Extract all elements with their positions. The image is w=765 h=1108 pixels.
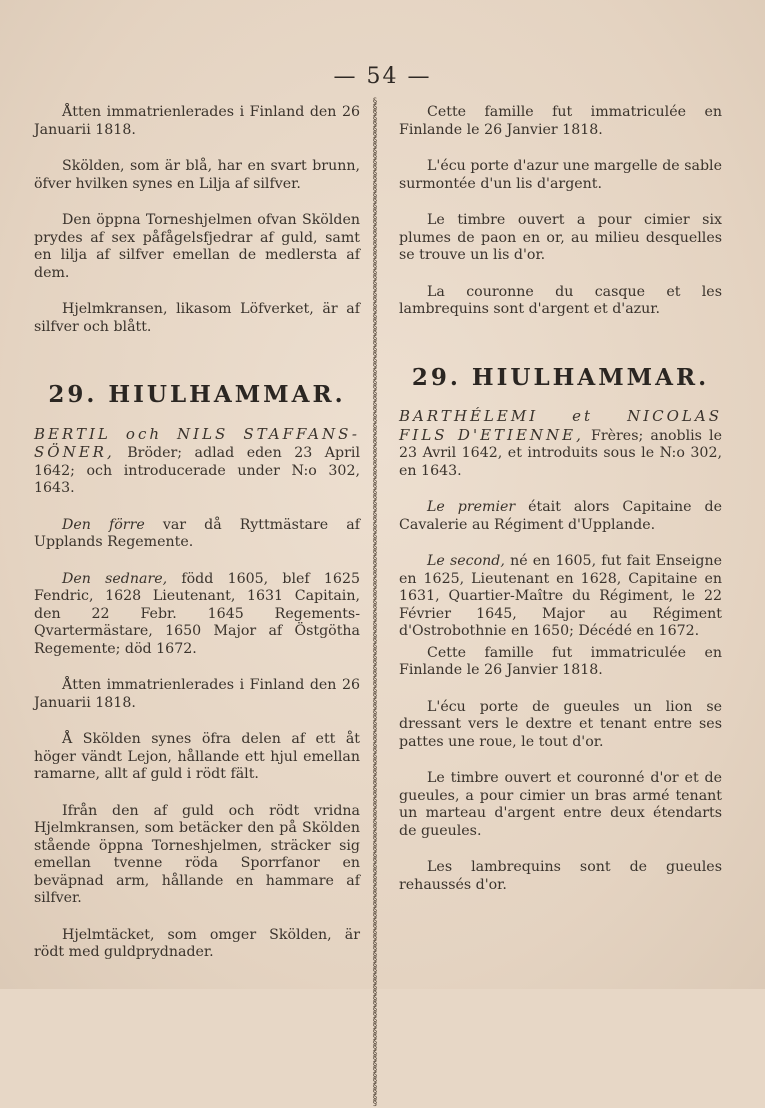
names-detail: Bröder; adlad eden 23 April 1642; och introducerade under N:o 302, 1643. <box>34 445 360 496</box>
paragraph: L'écu porte d'azur une margelle de sable surmontée d'un lis d'argent. <box>399 158 722 192</box>
paragraph: Les lambrequins sont de gueules rehaussés d'or. <box>399 859 722 893</box>
paragraph: Åtten immatrienlerades i Finland den 26 Januarii 1818. <box>34 677 360 711</box>
french-column <box>399 104 722 913</box>
paragraph: La couronne du casque et les lambrequins sont d'argent et d'azur. <box>399 283 722 317</box>
emphasis: Den förre <box>62 516 145 533</box>
page-number: — 54 — <box>333 64 432 89</box>
paragraph-text: né en 1605, fut fait Enseigne en 1625, Lieutenant en 1628, Capitaine en 1631, Quartier-Maître du Régiment, le 22 Février 1645, Major au Régiment d'Ostrobothnie en 1650; Décédé en 1672. <box>399 553 722 639</box>
paragraph: Cette famille fut immatriculée en Finlande le 26 Janvier 1818. <box>399 644 722 678</box>
swedish-column <box>34 104 360 981</box>
family-names: BARTHÉLEMI et NICOLAS FILS D'ETIENNE, <box>399 407 722 444</box>
column-divider-ornament: §§§§§§§§§§§§§§§§§§§§§§§§§§§§§§§§§§§§§§§§§§§§§§§§§§§§§§§§§§§§§§§§§§§§§§§§§§§§§§§§§§§§§§§§§§§§§§§§§§§§§§§§§§§§§§§§§§§§§§§§§§§§§§§§§§§§§§§§§§§§§§§§§§§§§§§§§§§§§§§§§§§§§§§§§§§§§§§§§§§§§§§ <box>372 97 378 1108</box>
paragraph: Le timbre ouvert a pour cimier six plumes de paon en or, au milieu desquelles se trouve un lis d'or. <box>399 212 722 263</box>
emphasis: Le premier <box>427 499 516 515</box>
paragraph: Åtten immatrienlerades i Finland den 26 Januarii 1818. <box>34 104 360 138</box>
family-names: BERTIL och NILS STAFFANS-SÖNER, <box>34 424 360 461</box>
paragraph <box>399 553 722 641</box>
emphasis: Le second, <box>427 553 505 569</box>
section-heading: 29. HIULHAMMAR. <box>48 381 346 408</box>
family-names-paragraph <box>399 408 722 480</box>
paragraph: Skölden, som är blå, har en svart brunn, öfver hvilken synes en Lilja af silfver. <box>34 158 360 192</box>
paragraph-text: était alors Capitaine de Cavalerie au Régiment d'Upplande. <box>399 499 722 533</box>
paragraph: Den öppna Torneshjelmen ofvan Skölden prydes af sex påfågelsfjedrar af guld, samt en lilja af silfver emellan de medlersta af dem. <box>34 212 360 281</box>
paragraph-text: var då Ryttmästare af Upplands Regemente. <box>34 516 360 550</box>
section-heading: 29. HIULHAMMAR. <box>411 363 710 391</box>
paragraph: Le timbre ouvert et couronné d'or et de gueules, a pour cimier un bras armé tenant un marteau d'argent entre deux étendarts de gueules. <box>399 770 722 839</box>
paragraph <box>34 571 360 659</box>
paragraph: Cette famille fut immatriculée en Finlande le 26 Janvier 1818. <box>399 104 722 138</box>
paragraph: Ifrån den af guld och rödt vridna Hjelmkransen, som betäcker den på Skölden stående öppna Torneshjelmen, sträcker sig emellan tvenne röda Sporrfanor en beväpnad arm, hållande en hammare af silfver. <box>34 802 360 906</box>
paragraph-text: född 1605, blef 1625 Fendric, 1628 Lieutenant, 1631 Capitain, den 22 Febr. 1645 Regements-Qvartermästare, 1650 Major af Östgötha Regemente; död 1672. <box>34 570 360 657</box>
emphasis: Den sednare, <box>62 570 168 587</box>
paragraph: L'écu porte de gueules un lion se dressant vers le dextre et tenant entre ses pattes une roue, le tout d'or. <box>399 698 722 750</box>
paragraph <box>34 517 360 552</box>
names-detail: Frères; anoblis le 23 Avril 1642, et introduits sous le N:o 302, en 1643. <box>399 427 722 479</box>
paragraph: Hjelmtäcket, som omger Skölden, är rödt med guldprydnader. <box>34 926 360 960</box>
paragraph: Å Skölden synes öfra delen af ett åt höger vändt Lejon, hållande ett hjul emellan ramarne, allt af guld i rödt fält. <box>34 731 360 782</box>
paragraph <box>399 499 722 534</box>
family-names-paragraph <box>34 426 360 498</box>
paragraph: Hjelmkransen, likasom Löfverket, är af silfver och blått. <box>34 301 360 335</box>
